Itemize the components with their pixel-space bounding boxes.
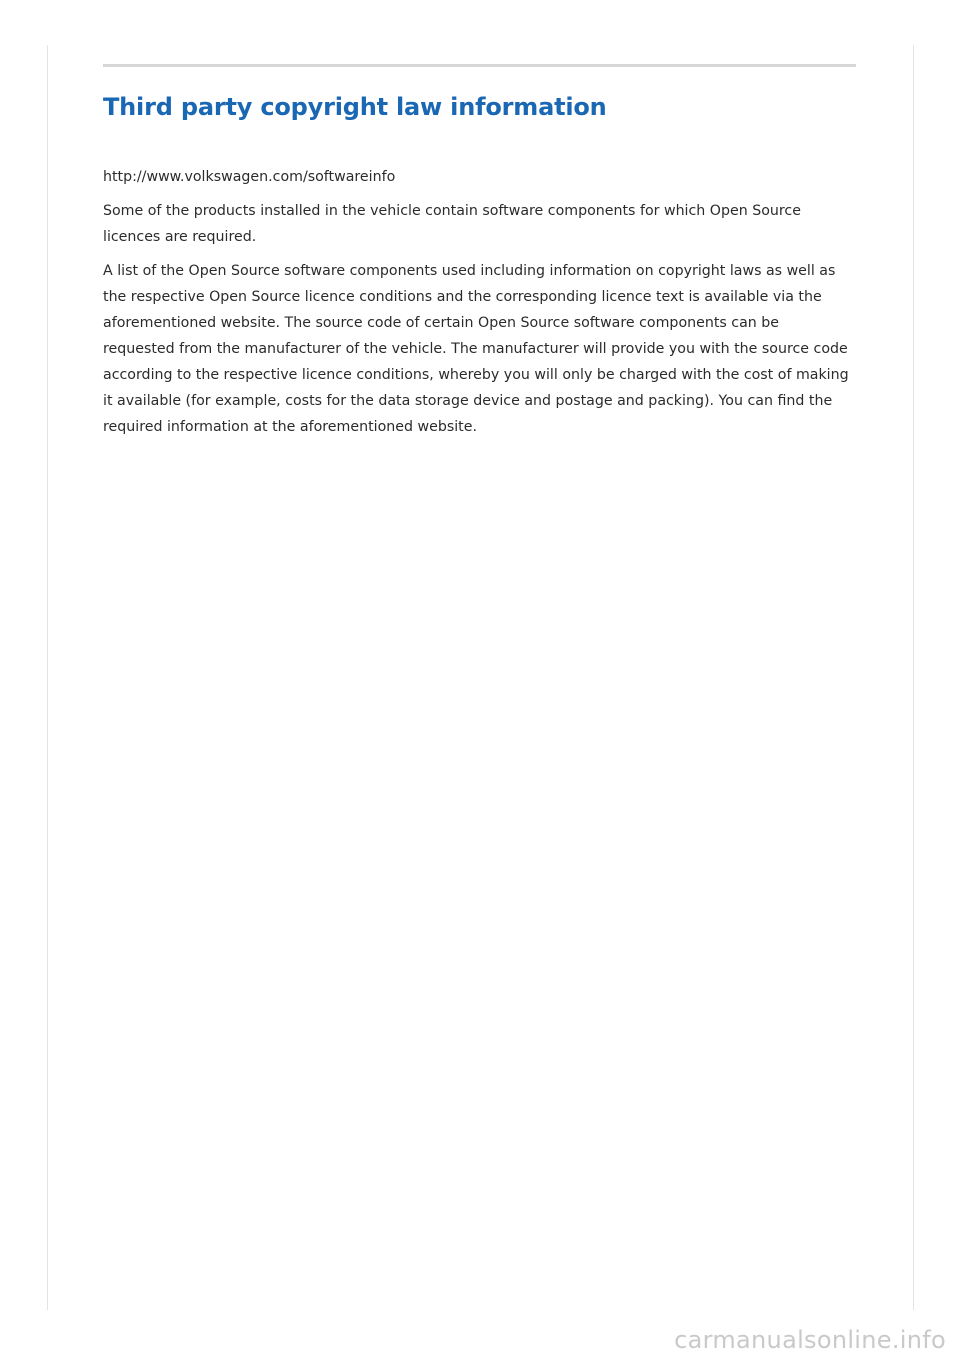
header-rule xyxy=(103,64,856,67)
page-title: Third party copyright law information xyxy=(103,93,607,121)
watermark: carmanualsonline.info xyxy=(674,1326,946,1354)
paragraph-source-code-details: A list of the Open Source software components used including information on copyright laws as well as the respective Open Source licence conditions and the corresponding licence text is available via the aforementioned website. The source code of certain Open Source software components can be requested from the manufacturer of the vehicle. The manufacturer will provide you with the source code according to the respective licence conditions, whereby you will only be charged with the cost of making it available (for example, costs for the data storage device and postage and packing). You can find the required information at the aforementioned website. xyxy=(103,263,849,435)
document-content xyxy=(103,88,863,440)
paragraph-open-source-notice: Some of the products installed in the vehicle contain software components for which Open Source licences are required. xyxy=(103,203,801,245)
right-margin-line xyxy=(913,45,914,1310)
left-margin-line xyxy=(47,45,48,1310)
software-info-link[interactable]: http://www.volkswagen.com/softwareinfo xyxy=(103,169,396,185)
